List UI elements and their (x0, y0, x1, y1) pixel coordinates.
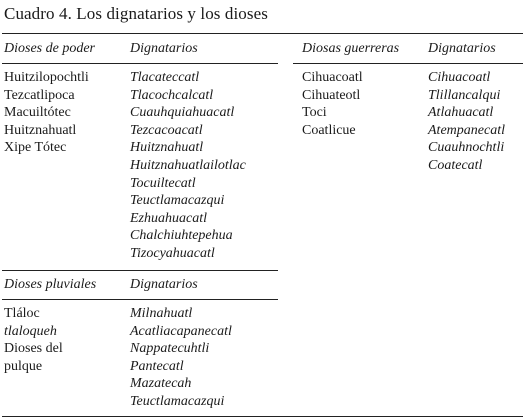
god-name: Xipe Tótec (4, 140, 67, 156)
god-name: Dioses del (4, 341, 63, 357)
dignitary-name: Cuauhquiahuacatl (130, 105, 235, 121)
header-dignatarios-guerreras: Dignatarios (428, 41, 496, 56)
dignitary-name: Ezhuahuacatl (130, 210, 207, 226)
dignitaries-list-guerreras (428, 69, 505, 175)
god-name: tlaloqueh (4, 323, 57, 339)
dignitary-name: Tizocyahuacatl (130, 245, 215, 261)
dignitaries-list-pluviales (130, 305, 232, 411)
gods-list-pluviales (4, 305, 63, 375)
gods-list-poder (4, 69, 89, 157)
dignitary-name: Cihuacoatl (428, 70, 491, 85)
dignitary-name: Tlacochcalcatl (130, 87, 214, 103)
dignitary-name: Teuctlamacazqui (130, 393, 225, 409)
header-rule-guerreras (293, 63, 523, 64)
header-rule-poder (2, 63, 278, 64)
dignitary-name: Huitznahuatl (130, 140, 204, 156)
god-name: Huitzilopochtli (4, 70, 89, 85)
dignitary-name: Coatecatl (428, 157, 483, 173)
dignitary-name: Milnahuatl (130, 306, 193, 321)
dignitary-name: Chalchiuhtepehua (130, 228, 233, 244)
dignitary-name: Cuauhnochtli (428, 140, 505, 156)
dignitary-name: Atlahuacatl (428, 105, 494, 121)
table-title: Cuadro 4. Los dignatarios y los dioses (4, 4, 268, 23)
dignitary-name: Mazatecah (130, 376, 192, 392)
god-name: Cihuateotl (302, 87, 361, 103)
dignitary-name: Tlacateccatl (130, 70, 200, 85)
header-dioses-de-poder: Dioses de poder (4, 41, 95, 56)
dignitary-name: Atempanecatl (428, 122, 505, 138)
god-name: Huitznahuatl (4, 122, 77, 138)
dignitary-name: Tocuiltecatl (130, 175, 196, 191)
god-name: Tláloc (4, 306, 40, 321)
dignitary-name: Acatliacapanecatl (130, 323, 232, 339)
header-rule-pluviales (2, 299, 278, 300)
header-diosas-guerreras: Diosas guerreras (302, 41, 400, 56)
header-dignatarios-pluviales: Dignatarios (130, 277, 198, 292)
god-name: Coatlicue (302, 122, 356, 138)
dignitary-name: Pantecatl (130, 358, 184, 374)
god-name: Tezcatlipoca (4, 87, 75, 103)
god-name: Toci (302, 105, 327, 121)
section-rule-pluviales (2, 270, 278, 271)
dignitary-name: Huitznahuatlailotlac (130, 157, 246, 173)
dignitaries-list-poder (130, 69, 246, 263)
dignitary-name: Tezcacoacatl (130, 122, 203, 138)
god-name: Cihuacoatl (302, 70, 363, 85)
bottom-rule (2, 416, 523, 417)
header-dignatarios-poder: Dignatarios (130, 41, 198, 56)
top-rule (2, 33, 523, 34)
god-name: pulque (4, 358, 43, 374)
god-name: Macuiltótec (4, 105, 71, 121)
header-dioses-pluviales: Dioses pluviales (4, 277, 97, 292)
gods-list-guerreras (302, 69, 363, 139)
dignitary-name: Nappatecuhtli (130, 341, 210, 357)
dignitary-name: Tlillancalqui (428, 87, 501, 103)
dignitary-name: Teuctlamacazqui (130, 193, 225, 209)
